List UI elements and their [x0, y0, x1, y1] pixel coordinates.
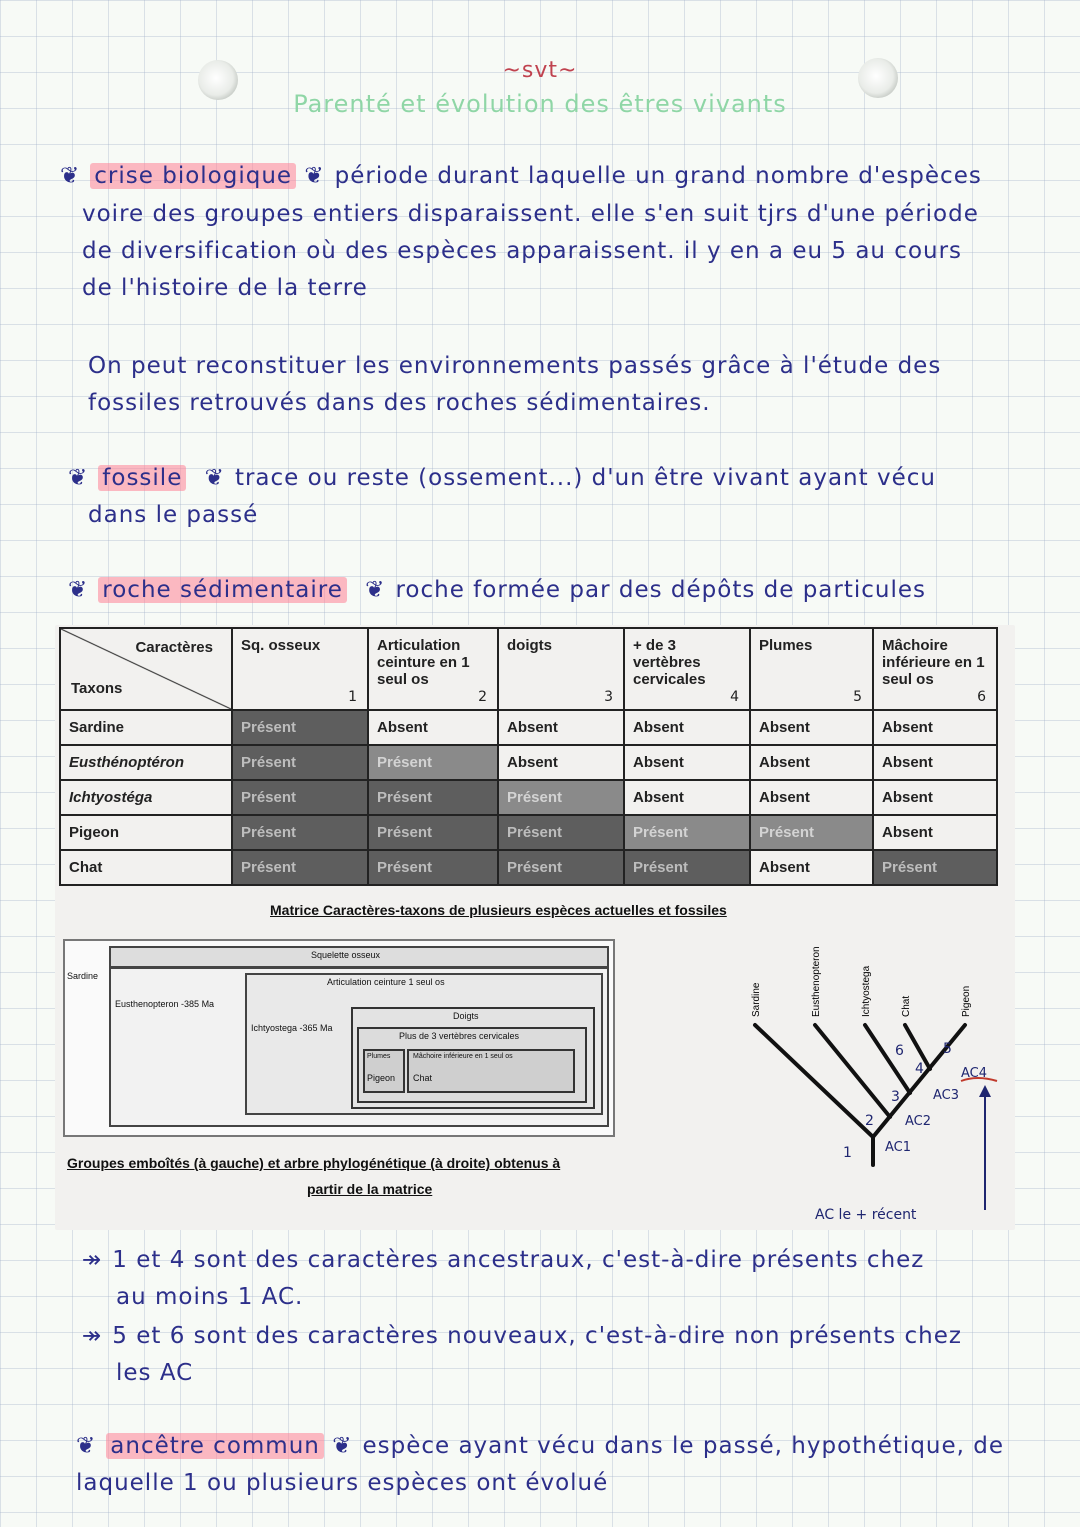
table-row	[60, 745, 997, 780]
bullet-mark: ❦	[68, 577, 89, 603]
tree-num-2: 2	[865, 1113, 874, 1129]
definition-roche	[68, 572, 1068, 609]
col-header: doigts 3	[498, 628, 624, 710]
roche-text: roche formée par des dépôts de particules	[395, 577, 927, 603]
table-row	[60, 710, 997, 745]
conclusion-2-line1: 5 et 6 sont des caractères nouveaux, c'est-à-dire non présents chez	[112, 1323, 962, 1349]
conclusion-2-line2: les AC	[116, 1360, 194, 1386]
corner-caracteres: Caractères	[135, 639, 213, 656]
vertebres-label: Plus de 3 vertèbres cervicales	[399, 1031, 520, 1041]
table-cell: Absent	[873, 780, 997, 815]
table-cell: Présent	[750, 815, 873, 850]
table-cell: Présent	[232, 815, 368, 850]
table-cell: Présent	[232, 745, 368, 780]
crise-line4: de l'histoire de la terre	[82, 275, 368, 301]
table-cell: Présent	[368, 850, 498, 885]
table-cell: Présent	[368, 815, 498, 850]
table-cell: Présent	[368, 745, 498, 780]
table-cell: Absent	[750, 780, 873, 815]
ancetre-line2: laquelle 1 ou plusieurs espèces ont évolué	[76, 1470, 609, 1496]
taxon-cell: Pigeon	[60, 815, 232, 850]
arrow-icon: ↠	[82, 1247, 103, 1273]
ichty-label: Ichtyostega -365 Ma	[251, 1023, 333, 1033]
table-cell: Absent	[873, 710, 997, 745]
table-cell: Absent	[750, 745, 873, 780]
tree-label-ichty: Ichtyostega	[861, 965, 872, 1017]
node-ac3: AC3	[933, 1088, 960, 1103]
bullet-mark: ❦	[304, 163, 325, 189]
table-cell: Absent	[624, 745, 750, 780]
tree-num-4: 4	[915, 1061, 924, 1077]
table-cell: Absent	[873, 815, 997, 850]
term-roche: roche sédimentaire	[98, 577, 347, 603]
group-doigts	[351, 1007, 595, 1109]
table-cell: Présent	[498, 815, 624, 850]
col-header: + de 3 vertèbres cervicales 4	[624, 628, 750, 710]
term-crise: crise biologique	[90, 163, 296, 189]
arrow-icon: ↠	[82, 1323, 103, 1349]
table-cell: Absent	[873, 745, 997, 780]
node-ac1: AC1	[885, 1140, 912, 1155]
plumes-label: Plumes	[367, 1053, 391, 1060]
subject-title: ~svt~	[502, 58, 578, 83]
col-header: Plumes 5	[750, 628, 873, 710]
table-cell: Présent	[498, 780, 624, 815]
tree-num-3: 3	[891, 1089, 900, 1105]
ancetre-line1: espèce ayant vécu dans le passé, hypothétique, de	[362, 1433, 1005, 1459]
chat-label: Chat	[413, 1073, 433, 1083]
bullet-mark: ❦	[365, 577, 386, 603]
matrix-caption: Matrice Caractères-taxons de plusieurs espèces actuelles et fossiles	[270, 902, 727, 918]
tree-label-pigeon: Pigeon	[961, 985, 972, 1017]
bullet-mark: ❦	[332, 1433, 353, 1459]
character-matrix	[59, 627, 998, 886]
bullet-mark: ❦	[60, 163, 81, 189]
conclusion-1-line2: au moins 1 AC.	[116, 1284, 304, 1310]
branch-sardine	[755, 1025, 873, 1137]
table-cell: Présent	[232, 780, 368, 815]
printed-figure	[55, 625, 1015, 1230]
table-cell: Présent	[624, 815, 750, 850]
col-header: Articulation ceinture en 1 seul os 2	[368, 628, 498, 710]
table-row	[60, 780, 997, 815]
articulation-label: Articulation ceinture 1 seul os	[327, 977, 445, 987]
pigeon-label: Pigeon	[367, 1073, 396, 1083]
reconstitution-line1: On peut reconstituer les environnements passés grâce à l'étude des	[88, 353, 942, 379]
matrix-corner	[60, 628, 232, 710]
nested-caption-line1: Groupes emboîtés (à gauche) et arbre phylogénétique (à droite) obtenus à	[67, 1155, 561, 1171]
group-articulation	[245, 973, 603, 1115]
taxon-cell: Chat	[60, 850, 232, 885]
group-vertebres	[357, 1027, 587, 1103]
node-ac2: AC2	[905, 1114, 932, 1129]
reconstitution-paragraph	[88, 348, 1068, 422]
table-cell: Absent	[368, 710, 498, 745]
tree-label-sardine: Sardine	[751, 982, 762, 1017]
tree-num-5: 5	[943, 1041, 952, 1057]
tree-label-eusth: Eusthenopteron	[811, 946, 822, 1017]
table-cell: Absent	[498, 745, 624, 780]
taxon-cell: Ichtyostéga	[60, 780, 232, 815]
nested-caption-line2: partir de la matrice	[307, 1181, 433, 1197]
term-fossile: fossile	[98, 465, 186, 491]
node-ac4: AC4	[961, 1066, 988, 1081]
branch-eusth	[815, 1025, 890, 1117]
branch-ichty	[865, 1025, 910, 1093]
tree-arrow-note: AC le + récent	[815, 1207, 917, 1223]
table-cell: Présent	[873, 850, 997, 885]
group-plumes	[363, 1049, 405, 1093]
col-header: Mâchoire inférieure en 1 seul os 6	[873, 628, 997, 710]
conclusion-2	[82, 1318, 1072, 1392]
reconstitution-line2: fossiles retrouvés dans des roches sédimentaires.	[88, 390, 711, 416]
nested-groups	[63, 939, 615, 1137]
col-header: Sq. osseux 1	[232, 628, 368, 710]
group-machoire	[407, 1049, 575, 1093]
page-subtitle: Parenté et évolution des êtres vivants	[293, 90, 787, 118]
table-row	[60, 815, 997, 850]
definition-crise	[60, 158, 1060, 195]
table-cell: Absent	[498, 710, 624, 745]
table-cell: Absent	[750, 710, 873, 745]
table-cell: Présent	[232, 850, 368, 885]
squelette-label: Squelette osseux	[311, 950, 381, 960]
definition-ancetre	[76, 1428, 1071, 1502]
definition-fossile	[68, 460, 1068, 534]
table-cell: Présent	[232, 710, 368, 745]
doigts-label: Doigts	[453, 1011, 479, 1021]
squelette-header	[109, 946, 609, 968]
fossile-line2: dans le passé	[88, 502, 259, 528]
crise-continuation	[82, 196, 1072, 307]
conclusion-1-line1: 1 et 4 sont des caractères ancestraux, c'est-à-dire présents chez	[112, 1247, 925, 1273]
corner-taxons: Taxons	[71, 680, 123, 697]
taxon-cell: Eusthénoptéron	[60, 745, 232, 780]
tree-num-6: 6	[895, 1043, 904, 1059]
crise-line2: voire des groupes entiers disparaissent. elle s'en suit tjrs d'une période	[82, 201, 979, 227]
crise-line3: de diversification où des espèces apparaissent. il y en a eu 5 au cours	[82, 238, 963, 264]
tree-label-chat: Chat	[901, 995, 912, 1017]
term-ancetre: ancêtre commun	[106, 1433, 324, 1459]
eusth-label: Eusthenopteron -385 Ma	[115, 999, 215, 1009]
table-cell: Présent	[624, 850, 750, 885]
conclusion-1	[82, 1242, 1072, 1316]
bullet-mark: ❦	[204, 465, 225, 491]
bullet-mark: ❦	[68, 465, 89, 491]
table-cell: Présent	[368, 780, 498, 815]
taxon-cell: Sardine	[60, 710, 232, 745]
table-cell: Présent	[498, 850, 624, 885]
table-row	[60, 850, 997, 885]
machoire-label: Mâchoire inférieure en 1 seul os	[413, 1053, 513, 1060]
sardine-label: Sardine	[67, 971, 99, 981]
crise-line1: période durant laquelle un grand nombre d'espèces	[334, 163, 982, 189]
table-cell: Absent	[750, 850, 873, 885]
time-arrow-head	[979, 1085, 991, 1097]
bullet-mark: ❦	[76, 1433, 97, 1459]
table-cell: Absent	[624, 780, 750, 815]
phylogenetic-tree	[715, 925, 1015, 1225]
tree-num-1: 1	[843, 1145, 852, 1161]
table-cell: Absent	[624, 710, 750, 745]
fossile-line1: trace ou reste (ossement...) d'un être vivant ayant vécu	[234, 465, 936, 491]
